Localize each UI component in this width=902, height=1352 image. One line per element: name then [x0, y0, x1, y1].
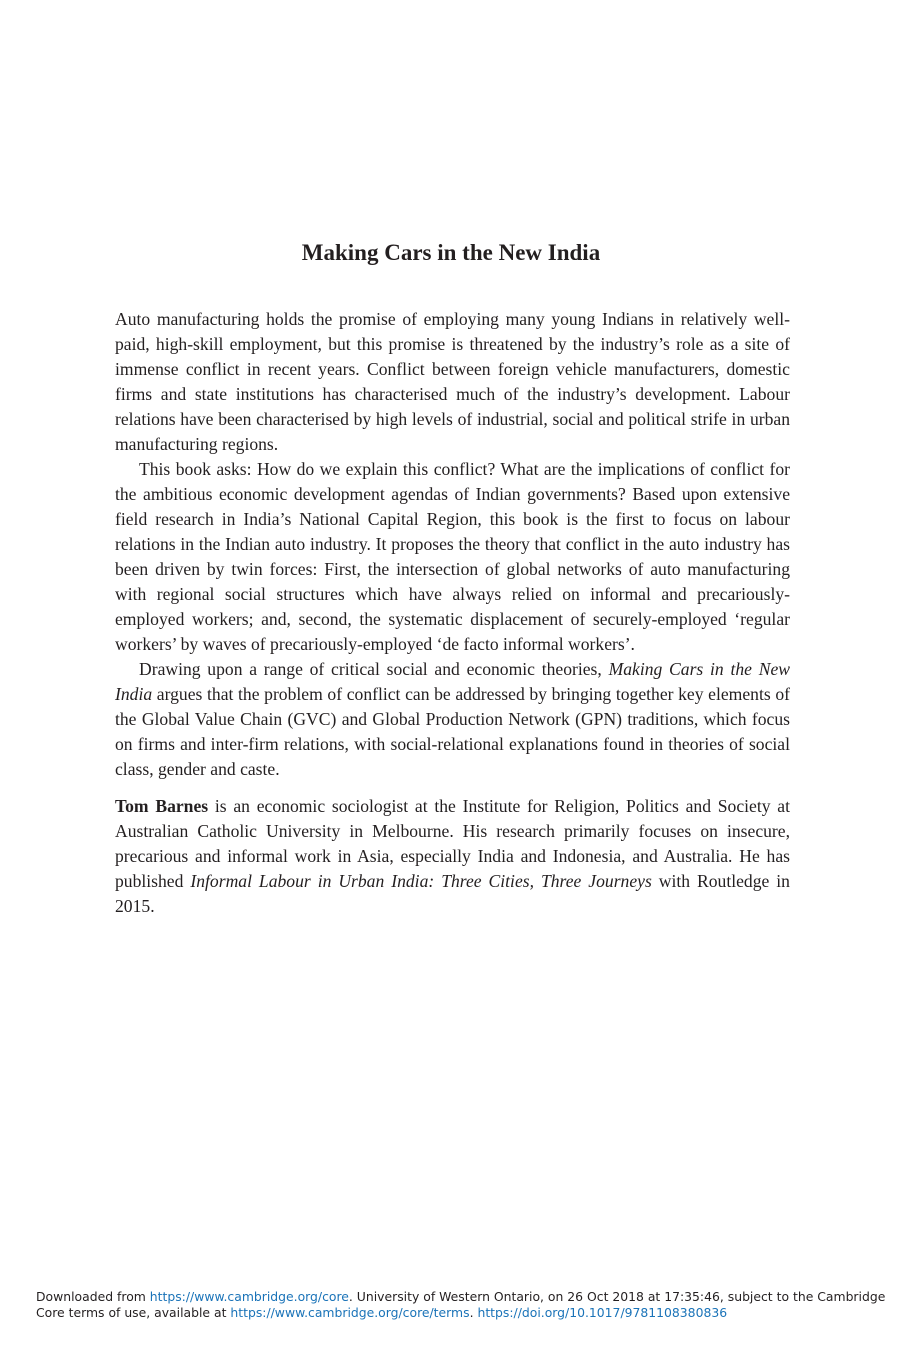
- author-bio-end: with Routledge in 2015.: [115, 871, 790, 916]
- download-footer: [36, 1289, 886, 1321]
- paragraph-3-start: Drawing upon a range of critical social and economic theories,: [139, 659, 609, 679]
- author-name: Tom Barnes: [115, 796, 209, 816]
- footer-prefix: Downloaded from: [36, 1289, 150, 1304]
- cambridge-core-link[interactable]: https://www.cambridge.org/core: [149, 1289, 349, 1304]
- paragraph-2: This book asks: How do we explain this conflict? What are the implications of conflict for the ambitious economic development agendas of Indian governments? Based upon extensive field research in India’s National Capital Region, this book is the first to focus on labour relations in the Indian auto industry. It proposes the theory that conflict in the auto industry has been driven by twin forces: First, the intersection of global networks of auto manufacturing with regional social structures which have always relied on informal and precariously-employed workers; and, second, the systematic displacement of securely-employed ‘regular workers’ by waves of precariously-employed ‘de facto informal workers’.: [115, 459, 790, 654]
- author-bio: [115, 794, 790, 919]
- terms-link[interactable]: https://www.cambridge.org/core/terms: [230, 1305, 470, 1320]
- paragraph-3-end: argues that the problem of conflict can be addressed by bringing together key elements of the Global Value Chain (GVC) and Global Production Network (GPN) traditions, which focus on firms and inter-firm relations, with social-relational explanations found in theories of social class, gender and caste.: [115, 684, 790, 779]
- footer-sep: .: [469, 1305, 478, 1320]
- doi-link[interactable]: https://doi.org/10.1017/9781108380836: [477, 1305, 728, 1320]
- paragraph-3: [115, 657, 790, 782]
- footer-middle: . University of Western Ontario, on 26 Oct 2018 at 17:35:46, subject to the Cambridge Core terms of use, available at: [36, 1289, 886, 1320]
- blurb-text: [115, 307, 790, 919]
- paragraph-1: Auto manufacturing holds the promise of employing many young Indians in relatively well-paid, high-skill employment, but this promise is threatened by the industry’s role as a site of immense conflict in recent years. Conflict between foreign vehicle manufacturers, domestic firms and state institutions has characterised much of the industry’s development. Labour relations have been characterised by high levels of industrial, social and political strife in urban manufacturing regions.: [115, 309, 790, 454]
- author-bio-text: is an economic sociologist at the Institute for Religion, Politics and Society at Australian Catholic University in Melbourne. His research primarily focuses on insecure, precarious and informal work in Asia, especially India and Indonesia, and Australia. He has published: [115, 796, 790, 891]
- book-title-italic: Making Cars in the New India: [115, 659, 790, 704]
- page-title: Making Cars in the New India: [301, 240, 601, 265]
- author-previous-book: Informal Labour in Urban India: Three Cities, Three Journeys: [190, 871, 652, 891]
